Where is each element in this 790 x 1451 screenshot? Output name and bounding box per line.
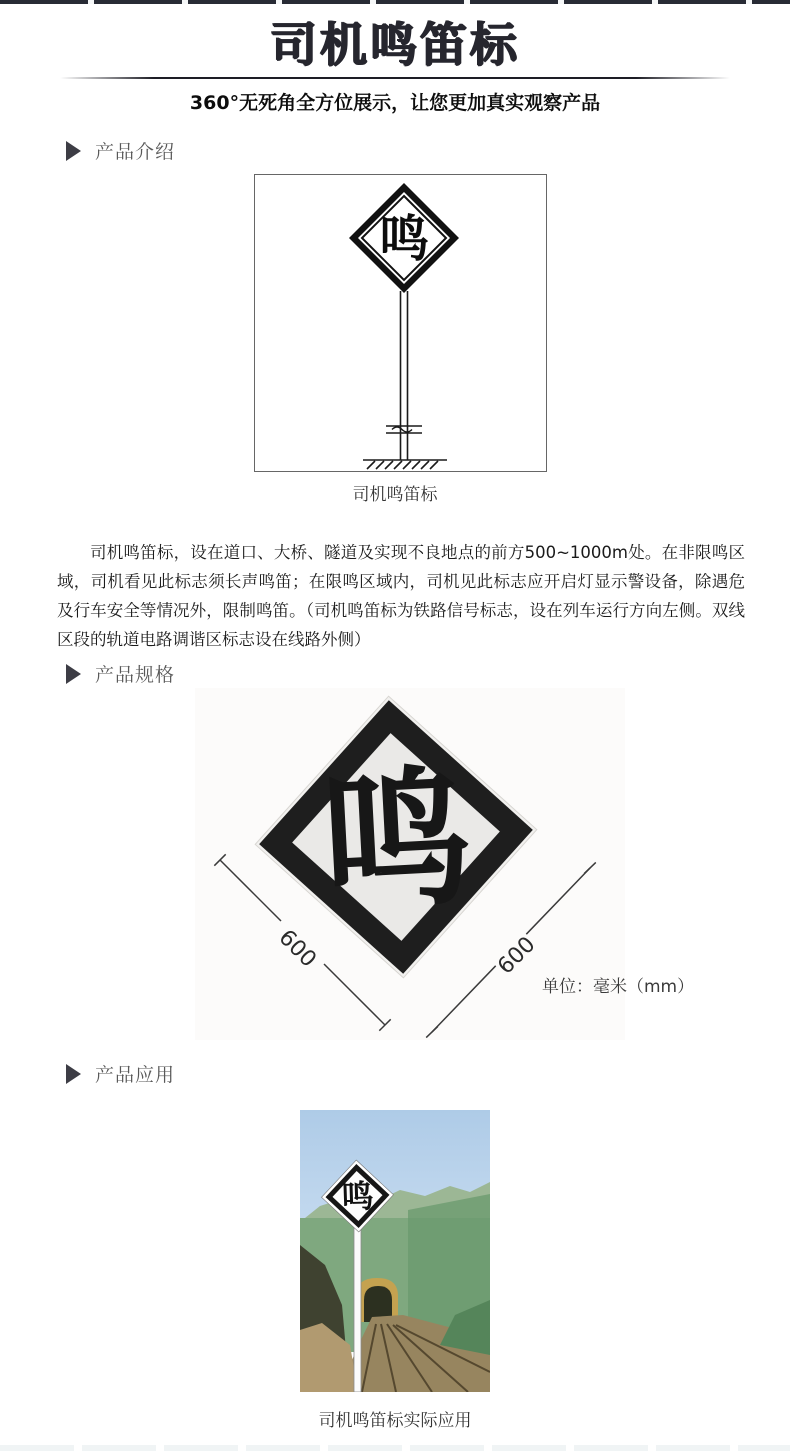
section-label-app: 产品应用 <box>95 1064 176 1086</box>
bottom-cutoff-bar <box>0 1445 790 1451</box>
drawing-pole <box>401 291 408 460</box>
scene-sign-glyph: 鸣 <box>340 1176 375 1217</box>
drawing-diamond-sign <box>349 183 459 293</box>
triangle-marker-icon <box>66 664 81 684</box>
drawing-ground <box>363 460 447 469</box>
triangle-marker-icon <box>66 141 81 161</box>
dimension-label-right: 600 <box>493 932 541 980</box>
section-header-app <box>66 1060 175 1087</box>
drawing-break-symbol <box>386 426 422 433</box>
section-label-spec: 产品规格 <box>95 664 176 686</box>
drawing-sign-glyph: 鸣 <box>379 210 429 268</box>
spec-sign-glyph: 鸣 <box>316 750 476 933</box>
section-header-spec <box>66 660 175 687</box>
intro-body-text: 司机鸣笛标，设在道口、大桥、隧道及实现不良地点的前方500~1000m处。在非限鸣区域，司机看见此标志须长声鸣笛；在限鸣区域内，司机见此标志应开启灯显示警设备，除遇危及行车安全等情况外，限制鸣笛。（司机鸣笛标为铁路信号标志，设在列车运行方向左侧。双线区段的轨道电路调谐区标志设在线路外侧） <box>57 542 745 649</box>
page-subtitle: 360°无死角全方位展示，让您更加真实观察产品 <box>189 92 601 114</box>
top-cutoff-bar <box>0 0 790 4</box>
triangle-marker-icon <box>66 1064 81 1084</box>
page-title: 司机鸣笛标 <box>270 18 520 73</box>
application-photo <box>300 1110 490 1392</box>
application-figure-caption: 司机鸣笛标实际应用 <box>318 1411 472 1431</box>
section-header-intro <box>66 137 175 164</box>
title-divider <box>60 77 730 79</box>
application-scene <box>300 1110 490 1392</box>
scene-sign-pole <box>354 1228 361 1392</box>
unit-note: 单位：毫米（mm） <box>542 977 695 997</box>
intro-figure-caption: 司机鸣笛标 <box>352 485 438 505</box>
dimension-label-left: 600 <box>273 925 321 973</box>
section-label-intro: 产品介绍 <box>95 141 176 163</box>
whistle-sign-line-drawing <box>255 175 546 471</box>
intro-figure-image <box>254 174 547 472</box>
